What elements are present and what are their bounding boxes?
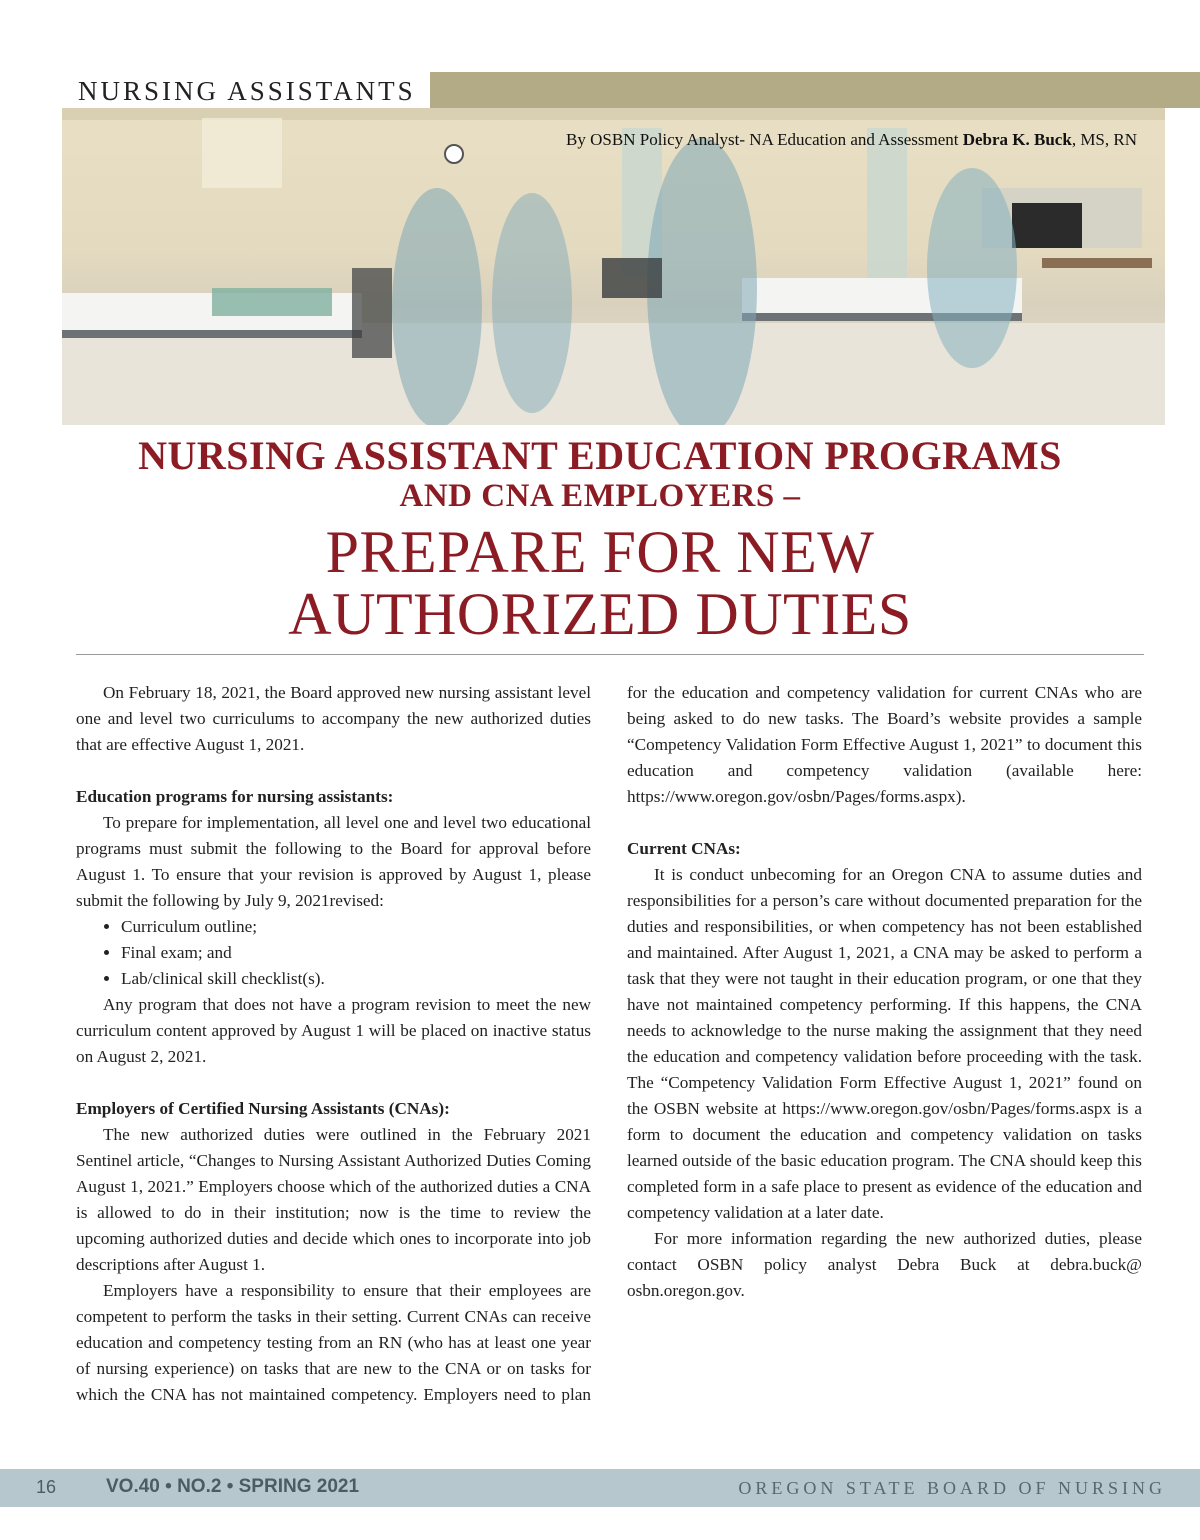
employers-paragraph-2: Employers have a responsibility to ensure that their employees are competent to perform the tasks in their setting. Current CNAs can receive education and competency testing from an RN (who has at least one year of nursing experience) on tasks that are new to the CNA or on tasks for which the CNA has not maintained competency. Employers need to plan bbox=[76, 1281, 591, 1404]
hospital-ward-photo bbox=[62, 108, 1165, 425]
publisher-name: OREGON STATE BOARD OF NURSING bbox=[738, 1478, 1166, 1498]
employers-paragraph-1: The new authorized duties were outlined in the February 2021 Sentinel article, “Changes to Nursing Assistant Authorized Duties Coming August 1, 2021.” Employers choose which of the authorized duties a CNA is allowed to do in their institution; now is the time to review the upcoming authorized duties and decide which ones to incorporate into job descriptions after August 1. bbox=[76, 1125, 591, 1274]
issue-label: VO.40 • NO.2 • SPRING 2021 bbox=[106, 1476, 360, 1497]
byline bbox=[566, 130, 1137, 150]
education-paragraph-1: To prepare for implementation, all level one and level two educational programs must submit the following to the Board for approval before August 1. To ensure that your revision is approved by August 1, please submit the following by July 9, 2021revised: bbox=[76, 813, 591, 910]
article-column-left bbox=[76, 680, 591, 1408]
list-item: • Lab/clinical skill checklist(s). bbox=[121, 966, 591, 992]
employers-paragraph-2-continued: for the education and competency validation for current CNAs who are being asked to do new tasks. The Board’s website provides a sample “Competency Validation Form Effective August 1, 2021” to document this education and competency validation (available here: https://www.oregon.gov/osbn/Pages/forms.aspx). bbox=[627, 683, 1142, 806]
page-footer bbox=[0, 1469, 1200, 1507]
intro-paragraph: On February 18, 2021, the Board approved new nursing assistant level one and level two curriculums to accompany the new authorized duties that are effective August 1, 2021. bbox=[76, 683, 591, 754]
current-cnas-paragraph-2: For more information regarding the new authorized duties, please contact OSBN policy analyst Debra Buck at debra.buck@ osbn.oregon.gov. bbox=[627, 1229, 1142, 1300]
submission-list bbox=[76, 914, 591, 992]
byline-prefix: By OSBN Policy Analyst- NA Education and Assessment bbox=[566, 130, 963, 149]
article-column-right bbox=[627, 680, 1142, 1304]
education-paragraph-2: Any program that does not have a program revision to meet the new curriculum content approved by August 1 will be placed on inactive status on August 2, 2021. bbox=[76, 995, 591, 1066]
photo-illustration bbox=[62, 108, 1165, 425]
list-item: • Final exam; and bbox=[121, 940, 591, 966]
current-cnas-heading: Current CNAs: bbox=[627, 839, 741, 858]
page-number: 16 bbox=[36, 1477, 57, 1497]
headline-line-2: AND CNA EMPLOYERS – bbox=[399, 478, 801, 514]
education-heading: Education programs for nursing assistants: bbox=[76, 787, 394, 806]
byline-suffix: , MS, RN bbox=[1071, 130, 1137, 149]
current-cnas-paragraph-1: It is conduct unbecoming for an Oregon CNA to assume duties and responsibilities for a person’s care without documented preparation for the duties and responsibilities, or when competency has not been established and maintained. After August 1, 2021, a CNA may be asked to perform a task that they were not taught in their education program, or one that they have not maintained competency performing. If this happens, the CNA needs to acknowledge to the nurse making the assignment that they need the education and competency validation before proceeding with the task. The “Competency Validation Form Effective August 1, 2021” found on the OSBN website at https://www.oregon.gov/osbn/Pages/forms.aspx is a form to document the education and competency validation on tasks learned outside of the basic education program. The CNA should keep this completed form in a safe place to present as evidence of the education and competency validation at a later date. bbox=[627, 865, 1142, 1222]
byline-author: Debra K. Buck bbox=[962, 130, 1072, 149]
employers-heading: Employers of Certified Nursing Assistants (CNAs): bbox=[76, 1099, 450, 1118]
headline-line-3: PREPARE FOR NEW bbox=[325, 519, 875, 585]
headline-divider bbox=[76, 654, 1144, 655]
headline-line-4: AUTHORIZED DUTIES bbox=[288, 581, 912, 647]
headline-line-1: NURSING ASSISTANT EDUCATION PROGRAMS bbox=[138, 433, 1062, 478]
section-bar bbox=[430, 72, 1200, 108]
list-item: • Curriculum outline; bbox=[121, 914, 591, 940]
section-label: NURSING ASSISTANTS bbox=[78, 76, 416, 106]
